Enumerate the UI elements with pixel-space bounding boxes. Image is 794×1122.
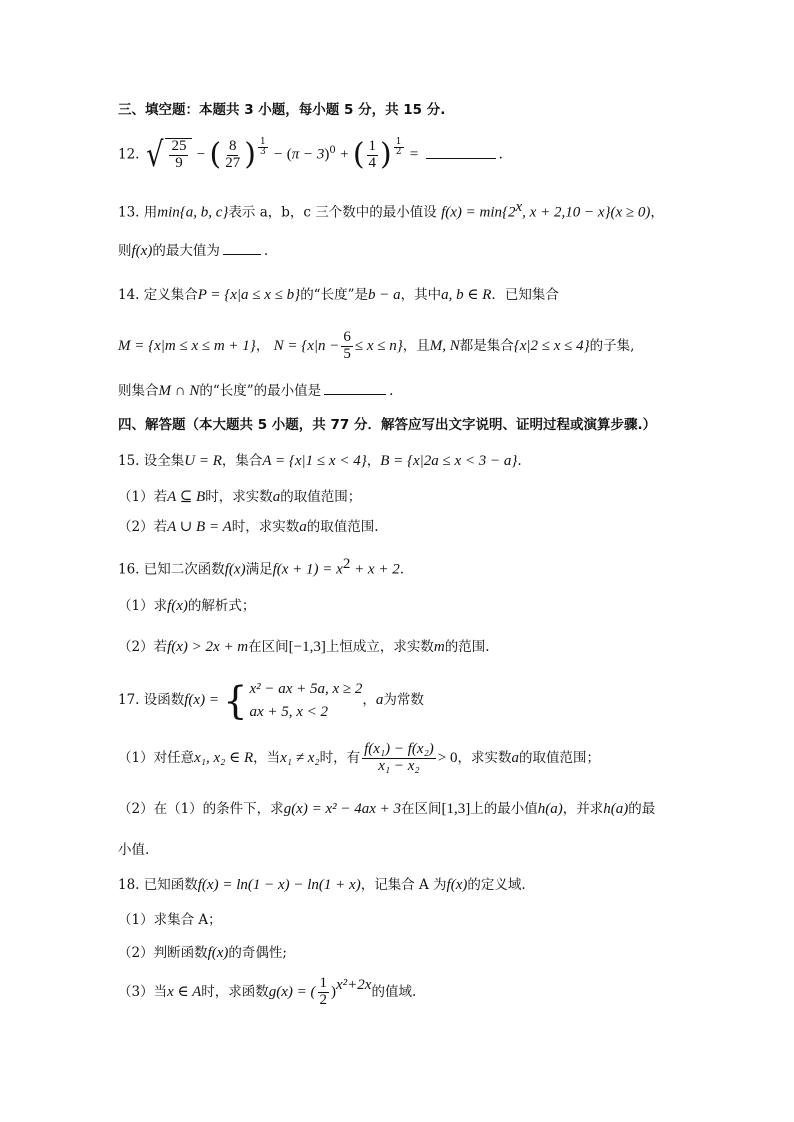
- q12-den-4: 4: [368, 154, 377, 171]
- q18-fx: f(x) = ln(1 − x) − ln(1 + x): [197, 877, 361, 893]
- q18-fx2: f(x): [446, 877, 468, 893]
- question-17: 17. 设函数f(x) = { x² − ax + 5a, x ≥ 2 ax + 5, x < 2 ，a为常数: [118, 678, 424, 723]
- question-18: [118, 876, 734, 894]
- q12-number: 12.: [118, 146, 140, 163]
- q15-p1-a: a: [272, 489, 281, 505]
- q14-prefix: 14. 定义集合: [118, 287, 198, 303]
- q16-p2-interval: [−1,3]: [288, 639, 326, 655]
- q14-comma: ，: [255, 337, 270, 354]
- q17-p2-pre: （2）在（1）的条件下，求: [118, 801, 284, 817]
- q16-p2-mid2: 上恒成立，求实数: [325, 639, 434, 655]
- q15-comma: ，: [366, 453, 381, 469]
- question-16-part1: [118, 597, 734, 615]
- q17-p1-gt: > 0: [437, 749, 458, 766]
- q17-p1-end: 的取值范围；: [519, 749, 600, 766]
- q14-mn: M, N: [429, 337, 460, 354]
- q18-p3-cond: x ∈ A: [167, 983, 202, 1000]
- q14-set-p: P = {x|a ≤ x ≤ b}: [197, 287, 301, 303]
- q13-then: 则: [118, 243, 132, 259]
- q15-p2-relation: A ∪ B = A: [167, 519, 232, 535]
- q16-condition: f(x + 1) = x: [272, 561, 343, 578]
- q18-end: 的定义域.: [467, 877, 526, 893]
- q15-p1-end: 的取值范围；: [280, 489, 362, 505]
- q18-p3-pre: （3）当: [118, 983, 168, 1000]
- q17-p2-g: g(x) = x² − 4ax + 3: [283, 801, 402, 817]
- q18-prefix: 18. 已知函数: [118, 877, 198, 893]
- q14-are-subsets: 都是集合: [459, 337, 514, 354]
- q13-min-notation: min{a, b, c}: [157, 204, 229, 221]
- q17-p1-pre: （1）对任意: [118, 749, 195, 766]
- q14-then: 则集合: [118, 383, 159, 399]
- q15-p2-a: a: [299, 519, 307, 535]
- section-4-title: 四、解答题（本大题共 5 小题，共 77 分．解答应写出文字说明、证明过程或演算步骤.）: [118, 417, 657, 433]
- q12-exp2-num: 1: [395, 137, 402, 147]
- q14-set-n-post: ≤ x ≤ n}: [354, 337, 403, 354]
- q12-num-25: 25: [171, 138, 187, 155]
- q12-exp-den: 3: [259, 147, 266, 158]
- q17-p2-h: h(a): [537, 801, 563, 817]
- question-12: 12. √ $\frac{25}{9}$ − ( $\frac{8}{27}$ ) $^{\frac{1}{3}}$ − $(\pi - 3)^0$ + ( $\frac{1}{4}$ ) $^{\frac{1}{2}}$ = .: [118, 135, 503, 175]
- q14-min-length-text: 的“长度”的最小值是: [199, 383, 322, 399]
- q14-frac-den: 5: [343, 345, 351, 362]
- q13-period: .: [263, 243, 269, 259]
- q17-fx: f(x) =: [184, 692, 219, 708]
- q18-p3-end: 的值域.: [371, 983, 417, 1000]
- q17-p1-den: x₁ − x₂: [378, 757, 420, 774]
- q18-p1: （1）求集合 A；: [118, 912, 222, 928]
- q17-p1-num: f(x₁) − f(x₂): [364, 741, 434, 757]
- q14-answer-blank[interactable]: [324, 393, 386, 395]
- q17-p2-end: 的最: [628, 801, 656, 817]
- q14-length-expr: b − a: [368, 287, 401, 303]
- q15-period: .: [517, 453, 522, 469]
- q13-description: 表示 a，b，c 三个数中的最小值设: [228, 204, 437, 221]
- q18-p3-mid: 时，求函数: [201, 983, 269, 1000]
- q12-pi: π − 3: [291, 146, 325, 163]
- q12-den-9: 9: [175, 155, 183, 171]
- q16-prefix: 16. 已知二次函数: [118, 561, 225, 578]
- q16-cond-exp: 2: [342, 556, 351, 572]
- question-16: [118, 555, 734, 579]
- q13-answer-blank[interactable]: [223, 253, 261, 255]
- q12-answer-blank[interactable]: [426, 157, 496, 159]
- q16-p1-end: 的解析式；: [187, 598, 256, 614]
- q13-exp: x: [515, 199, 523, 215]
- q15-p1-mid: 时，求实数: [205, 489, 273, 505]
- q13-function: f(x) = min{2: [441, 204, 516, 221]
- q17-p1-mid3: ，求实数: [457, 749, 512, 766]
- q18-p2-end: 的奇偶性;: [228, 945, 287, 961]
- q18-p2-fx: f(x): [207, 945, 229, 961]
- q14-set-universal: {x|2 ≤ x ≤ 4}: [513, 337, 590, 354]
- question-15: [118, 452, 734, 470]
- q17-p1-mid: ，当: [253, 749, 281, 766]
- q18-p3-close: ): [331, 983, 337, 1000]
- q16-period: .: [399, 561, 405, 578]
- question-14-line3: [118, 382, 734, 400]
- q12-exp-num: 1: [259, 137, 266, 147]
- q13-function-rest: , x + 2,10 − x}(x ≥ 0): [522, 204, 651, 221]
- q16-p2-end: 的范围.: [444, 639, 490, 655]
- q18-p3-g: g(x) = (: [268, 983, 316, 1000]
- q14-and: ，且: [402, 337, 430, 354]
- q17-case-2: ax + 5, x < 2: [249, 703, 328, 720]
- q15-universal: U = R: [184, 453, 222, 469]
- q17-comma: ，: [362, 692, 376, 708]
- q14-intersection: M ∩ N: [158, 383, 200, 399]
- q17-p1-neq: x₁ ≠ x₂: [280, 749, 320, 766]
- q12-equals: =: [409, 146, 419, 163]
- q15-set-a: A = {x|1 ≤ x < 4}: [262, 453, 367, 469]
- q17-p1-x: x₁, x₂ ∈ R: [194, 749, 254, 766]
- q16-p2-m: m: [433, 639, 445, 655]
- q16-p1-pre: （1）求: [118, 598, 168, 614]
- q18-p3-exp: x²+2x: [336, 977, 372, 993]
- q18-mid: ，记集合 A 为: [360, 877, 447, 893]
- q17-p2-mid3: ，并求: [562, 801, 604, 817]
- question-18-part3: [118, 976, 734, 1009]
- q16-fx: f(x): [224, 561, 246, 578]
- q17-p2-cont: 小值.: [118, 842, 150, 858]
- q15-set-text: ，集合: [221, 453, 263, 469]
- q12-zero-exp: 0: [329, 145, 336, 156]
- q14-subset-text: 的子集,: [589, 337, 635, 354]
- q15-prefix: 15. 设全集: [118, 453, 185, 469]
- question-13-line2: [118, 242, 734, 260]
- q17-p2-h2: h(a): [603, 801, 629, 817]
- q17-constant: 为常数: [383, 692, 424, 708]
- q16-p1-fx: f(x): [167, 598, 188, 614]
- q17-p2-mid2: 上的最小值: [470, 801, 538, 817]
- q18-p3-num: 1: [319, 975, 328, 991]
- q12-period: .: [498, 146, 503, 163]
- q14-known: ．已知集合: [491, 287, 559, 303]
- question-16-part2: [118, 638, 734, 656]
- q16-condition-rest: + x + 2: [350, 561, 400, 578]
- question-15-part1: [118, 488, 734, 506]
- q13-fx: f(x): [131, 243, 153, 259]
- q18-p2-pre: （2）判断函数: [118, 945, 208, 961]
- q17-p2-mid: 在区间: [401, 801, 442, 817]
- q12-exp2-den: 2: [395, 147, 402, 158]
- q13-prefix: 13. 用: [118, 204, 158, 221]
- question-14-line2: [118, 330, 734, 363]
- question-17-part1: [118, 742, 734, 775]
- q14-set-m: M = {x|m ≤ x ≤ m + 1}: [118, 337, 256, 354]
- q15-p1-relation: A ⊆ B: [167, 489, 206, 505]
- section-3-title: 三、填空题：本题共 3 小题，每小题 5 分，共 15 分.: [118, 102, 446, 118]
- q14-where: ，其中: [400, 287, 442, 303]
- q15-p2-mid: 时，求实数: [231, 519, 300, 535]
- q13-comma: ，: [650, 204, 664, 221]
- q13-max-text: 的最大值为: [152, 243, 220, 259]
- q16-p2-pre: （2）若: [118, 639, 168, 655]
- q14-frac-num: 6: [343, 329, 351, 345]
- q15-set-b: B = {x|2a ≤ x < 3 − a}: [380, 453, 518, 469]
- q17-case-1: x² − ax + 5a, x ≥ 2: [249, 681, 363, 697]
- question-17-part2-cont: [118, 842, 734, 858]
- q14-set-n-pre: N = {x|n −: [273, 337, 340, 354]
- q14-period: .: [389, 383, 394, 399]
- q14-length-text: 的“长度”是: [300, 287, 368, 303]
- q16-p2-inequality: f(x) > 2x + m: [167, 639, 249, 655]
- q15-p2-end: 的取值范围.: [306, 519, 379, 535]
- question-15-part2: [118, 518, 734, 536]
- question-13-line1: [118, 198, 734, 222]
- q14-condition: a, b ∈ R: [441, 287, 492, 303]
- q17-prefix: 17. 设函数: [118, 692, 185, 708]
- q16-p2-mid: 在区间: [248, 639, 289, 655]
- question-17-part2: [118, 800, 734, 818]
- question-14-line1: [118, 286, 734, 304]
- q15-p1-pre: （1）若: [118, 489, 168, 505]
- q12-num-1: 1: [368, 137, 377, 154]
- question-18-part1: [118, 912, 734, 928]
- q12-den-27: 27: [225, 154, 241, 171]
- q15-p2-pre: （2）若: [118, 519, 168, 535]
- q18-p3-den: 2: [319, 991, 328, 1008]
- q17-a: a: [375, 692, 384, 708]
- q12-num-8: 8: [228, 137, 237, 154]
- q17-p1-mid2: 时，有: [319, 749, 361, 766]
- q16-satisfies: 满足: [245, 561, 273, 578]
- question-18-part2: [118, 944, 734, 962]
- q17-p2-interval: [1,3]: [441, 801, 471, 817]
- q17-p1-a: a: [511, 749, 519, 766]
- q12-sqrt: √ $\frac{25}{9}$: [144, 138, 193, 172]
